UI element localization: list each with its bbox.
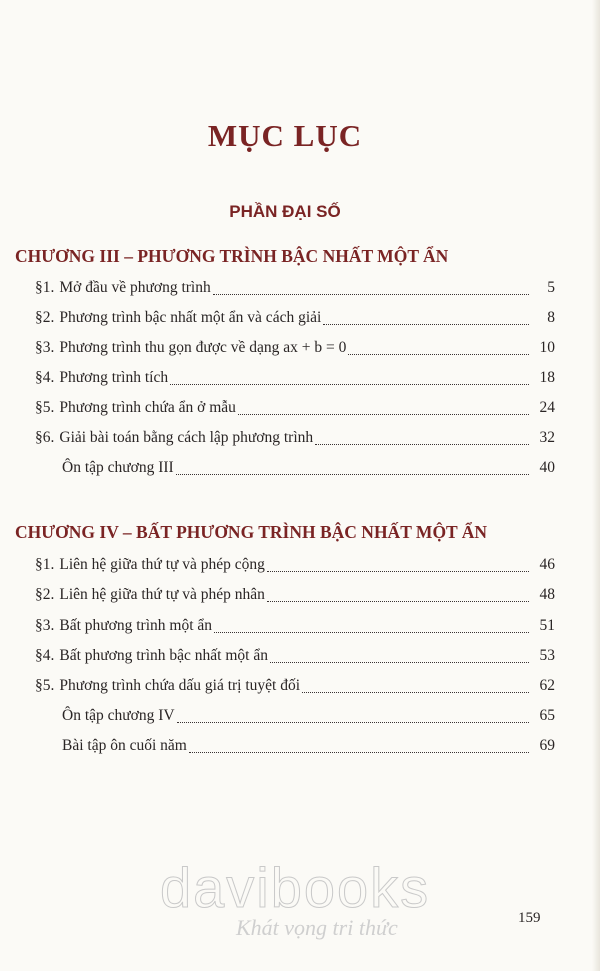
- entry-title: Phương trình thu gọn được về dạng ax + b = 0: [59, 339, 347, 356]
- entry-title: Ôn tập chương IV: [62, 707, 175, 724]
- toc-entry[interactable]: [35, 369, 555, 391]
- entry-title: Phương trình chứa ẩn ở mẫu: [59, 399, 236, 416]
- toc-entry[interactable]: [35, 647, 555, 669]
- dot-leader: [315, 444, 529, 445]
- entry-title: Mở đầu về phương trình: [59, 279, 211, 296]
- page-title: MỤC LỤC: [207, 118, 363, 153]
- dot-leader: [267, 571, 529, 572]
- chapter-heading-4: CHƯƠNG IV – BẤT PHƯƠNG TRÌNH BẬC NHẤT MỘT ẨN: [15, 522, 488, 542]
- toc-entry[interactable]: [35, 429, 555, 451]
- dot-leader: [348, 354, 529, 355]
- dot-leader: [323, 324, 529, 325]
- entry-title: Liên hệ giữa thứ tự và phép cộng: [59, 556, 265, 573]
- toc-entry[interactable]: [35, 617, 555, 639]
- part-heading: PHẦN ĐẠI SỐ: [229, 202, 341, 221]
- entry-page: 32: [539, 429, 555, 446]
- entry-page: 51: [539, 617, 555, 634]
- entry-number: §2.: [35, 309, 55, 326]
- entry-number: §1.: [35, 279, 55, 296]
- dot-leader: [170, 384, 529, 385]
- entry-title: Liên hệ giữa thứ tự và phép nhân: [59, 586, 265, 603]
- entry-title: Phương trình tích: [59, 369, 169, 386]
- entry-number: §4.: [35, 369, 55, 386]
- entry-title: Bất phương trình bậc nhất một ẩn: [59, 647, 268, 664]
- entry-page: 24: [539, 399, 555, 416]
- watermark-slogan: Khát vọng tri thức: [236, 915, 398, 940]
- watermark-brand: davibooks: [160, 856, 431, 919]
- entry-page: 8: [547, 309, 555, 326]
- dot-leader: [270, 662, 529, 663]
- entry-page: 5: [547, 279, 555, 296]
- entry-page: 48: [539, 586, 555, 603]
- entry-number: §1.: [35, 556, 55, 573]
- dot-leader: [238, 414, 529, 415]
- dot-leader: [267, 601, 529, 602]
- toc-entry[interactable]: [35, 586, 555, 608]
- dot-leader: [213, 294, 529, 295]
- toc-entry[interactable]: [62, 459, 555, 481]
- entry-page: 46: [539, 556, 555, 573]
- page-number: 159: [518, 910, 541, 926]
- entry-page: 18: [539, 369, 555, 386]
- entry-page: 53: [539, 647, 555, 664]
- entry-number: §3.: [35, 617, 55, 634]
- entry-number: §3.: [35, 339, 55, 356]
- entry-title: Ôn tập chương III: [62, 459, 174, 476]
- entry-page: 10: [539, 339, 555, 356]
- chapter-heading-3: CHƯƠNG III – PHƯƠNG TRÌNH BẬC NHẤT MỘT ẨN: [15, 246, 449, 266]
- toc-entry[interactable]: [35, 556, 555, 578]
- entry-number: §5.: [35, 399, 55, 416]
- entry-number: §5.: [35, 677, 55, 694]
- toc-entry[interactable]: [35, 339, 555, 361]
- entry-title: Giải bài toán bằng cách lập phương trình: [59, 429, 314, 446]
- entry-title: Phương trình bậc nhất một ẩn và cách giải: [59, 309, 322, 326]
- dot-leader: [177, 722, 529, 723]
- entry-number: §4.: [35, 647, 55, 664]
- dot-leader: [302, 692, 529, 693]
- entry-title: Bài tập ôn cuối năm: [62, 737, 187, 754]
- toc-entry[interactable]: [62, 707, 555, 729]
- entry-page: 40: [539, 459, 555, 476]
- entry-title: Bất phương trình một ẩn: [59, 617, 213, 634]
- entry-page: 69: [539, 737, 555, 754]
- toc-entry[interactable]: [62, 737, 555, 759]
- toc-entry[interactable]: [35, 309, 555, 331]
- dot-leader: [176, 474, 529, 475]
- dot-leader: [214, 632, 529, 633]
- entry-number: §2.: [35, 586, 55, 603]
- entry-page: 62: [539, 677, 555, 694]
- entry-number: §6.: [35, 429, 55, 446]
- toc-entry[interactable]: [35, 399, 555, 421]
- page-edge-shadow: [592, 0, 600, 971]
- toc-entry[interactable]: [35, 677, 555, 699]
- dot-leader: [189, 752, 529, 753]
- toc-entry[interactable]: [35, 279, 555, 301]
- entry-page: 65: [539, 707, 555, 724]
- entry-title: Phương trình chứa dấu giá trị tuyệt đối: [59, 677, 301, 694]
